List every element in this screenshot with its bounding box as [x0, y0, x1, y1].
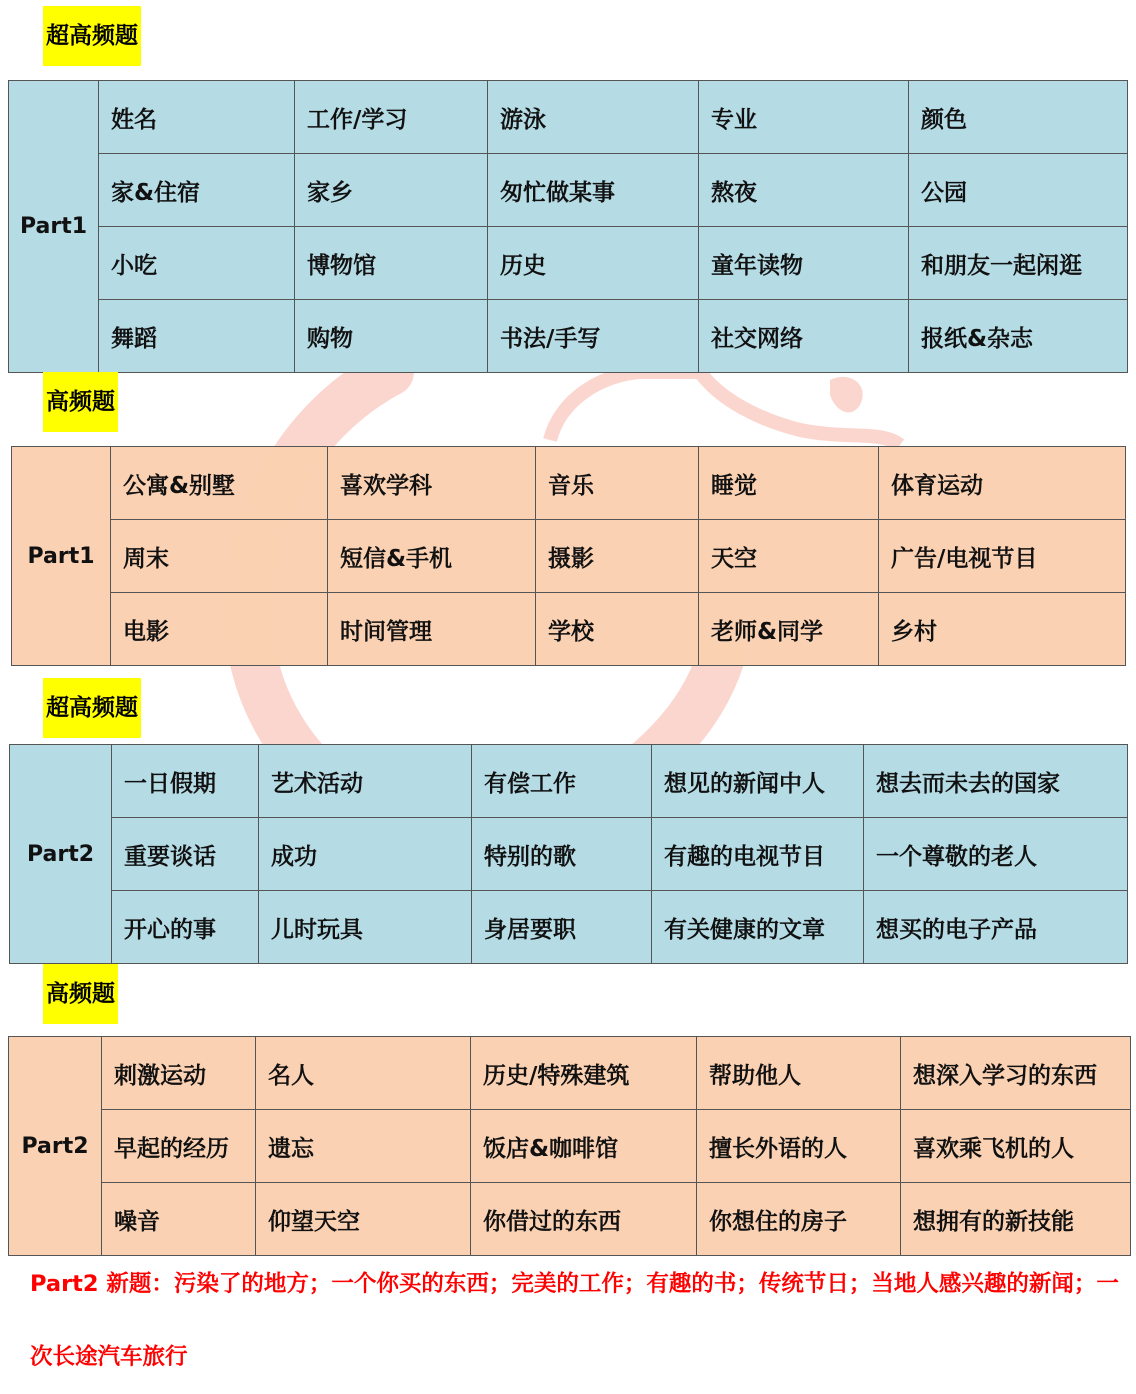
section-label-part2-super-high: 超高频题 [43, 678, 141, 738]
topic-cell: 体育运动 [879, 447, 1126, 520]
topic-cell: 有偿工作 [472, 745, 652, 818]
topic-cell: 成功 [259, 818, 472, 891]
topic-cell: 家乡 [295, 154, 488, 227]
topic-cell: 喜欢乘飞机的人 [901, 1110, 1131, 1183]
topic-cell: 公园 [909, 154, 1128, 227]
new-topics-note: Part2 新题：污染了的地方；一个你买的东西；完美的工作；有趣的书；传统节日；当地人感兴趣的新闻；一次长途汽车旅行 [30, 1271, 1119, 1370]
topic-cell: 想深入学习的东西 [901, 1037, 1131, 1110]
topic-cell: 名人 [256, 1037, 471, 1110]
topic-cell: 睡觉 [699, 447, 879, 520]
topic-cell: 饭店&咖啡馆 [471, 1110, 697, 1183]
topic-cell: 历史/特殊建筑 [471, 1037, 697, 1110]
topic-cell: 早起的经历 [102, 1110, 256, 1183]
topic-cell: 报纸&杂志 [909, 300, 1128, 373]
topic-cell: 特别的歌 [472, 818, 652, 891]
topic-cell: 仰望天空 [256, 1183, 471, 1256]
part-label: Part2 [10, 745, 112, 964]
topic-cell: 游泳 [488, 81, 699, 154]
topic-table-part1-super-high [8, 80, 1128, 373]
topic-cell: 社交网络 [699, 300, 909, 373]
topic-table-part1-high [11, 446, 1126, 666]
topic-cell: 工作/学习 [295, 81, 488, 154]
topic-cell: 喜欢学科 [328, 447, 536, 520]
topic-cell: 熬夜 [699, 154, 909, 227]
section-label-part2-high: 高频题 [43, 964, 118, 1024]
topic-cell: 博物馆 [295, 227, 488, 300]
topic-cell: 遗忘 [256, 1110, 471, 1183]
topic-cell: 时间管理 [328, 593, 536, 666]
topic-cell: 历史 [488, 227, 699, 300]
topic-table-part2-high [8, 1036, 1131, 1256]
topic-cell: 颜色 [909, 81, 1128, 154]
topic-cell: 噪音 [102, 1183, 256, 1256]
topic-cell: 匆忙做某事 [488, 154, 699, 227]
topic-cell: 摄影 [536, 520, 699, 593]
topic-cell: 一日假期 [112, 745, 259, 818]
topic-cell: 帮助他人 [697, 1037, 901, 1110]
topic-cell: 想拥有的新技能 [901, 1183, 1131, 1256]
topic-cell: 公寓&别墅 [111, 447, 328, 520]
topic-cell: 和朋友一起闲逛 [909, 227, 1128, 300]
topic-cell: 舞蹈 [99, 300, 295, 373]
part-label: Part1 [9, 81, 99, 373]
topic-cell: 短信&手机 [328, 520, 536, 593]
topic-cell: 乡村 [879, 593, 1126, 666]
topic-cell: 老师&同学 [699, 593, 879, 666]
topic-cell: 儿时玩具 [259, 891, 472, 964]
topic-cell: 书法/手写 [488, 300, 699, 373]
topic-cell: 姓名 [99, 81, 295, 154]
topic-cell: 学校 [536, 593, 699, 666]
topic-cell: 开心的事 [112, 891, 259, 964]
topic-cell: 想去而未去的国家 [864, 745, 1128, 818]
topic-cell: 重要谈话 [112, 818, 259, 891]
topic-cell: 购物 [295, 300, 488, 373]
section-label-part1-super-high: 超高频题 [43, 6, 141, 66]
topic-table-part2-super-high [9, 744, 1128, 964]
topic-cell: 小吃 [99, 227, 295, 300]
topic-cell: 想买的电子产品 [864, 891, 1128, 964]
topic-cell: 想见的新闻中人 [652, 745, 864, 818]
topic-cell: 专业 [699, 81, 909, 154]
topic-cell: 家&住宿 [99, 154, 295, 227]
topic-cell: 童年读物 [699, 227, 909, 300]
topic-cell: 擅长外语的人 [697, 1110, 901, 1183]
topic-cell: 周末 [111, 520, 328, 593]
part-label: Part1 [12, 447, 111, 666]
topic-cell: 天空 [699, 520, 879, 593]
topic-cell: 刺激运动 [102, 1037, 256, 1110]
topic-cell: 你借过的东西 [471, 1183, 697, 1256]
topic-cell: 艺术活动 [259, 745, 472, 818]
topic-cell: 你想住的房子 [697, 1183, 901, 1256]
topic-cell: 有趣的电视节目 [652, 818, 864, 891]
topic-cell: 有关健康的文章 [652, 891, 864, 964]
section-label-part1-high: 高频题 [43, 372, 118, 432]
topic-cell: 音乐 [536, 447, 699, 520]
topic-cell: 一个尊敬的老人 [864, 818, 1128, 891]
topic-cell: 电影 [111, 593, 328, 666]
part-label: Part2 [9, 1037, 102, 1256]
topic-cell: 广告/电视节目 [879, 520, 1126, 593]
topic-cell: 身居要职 [472, 891, 652, 964]
